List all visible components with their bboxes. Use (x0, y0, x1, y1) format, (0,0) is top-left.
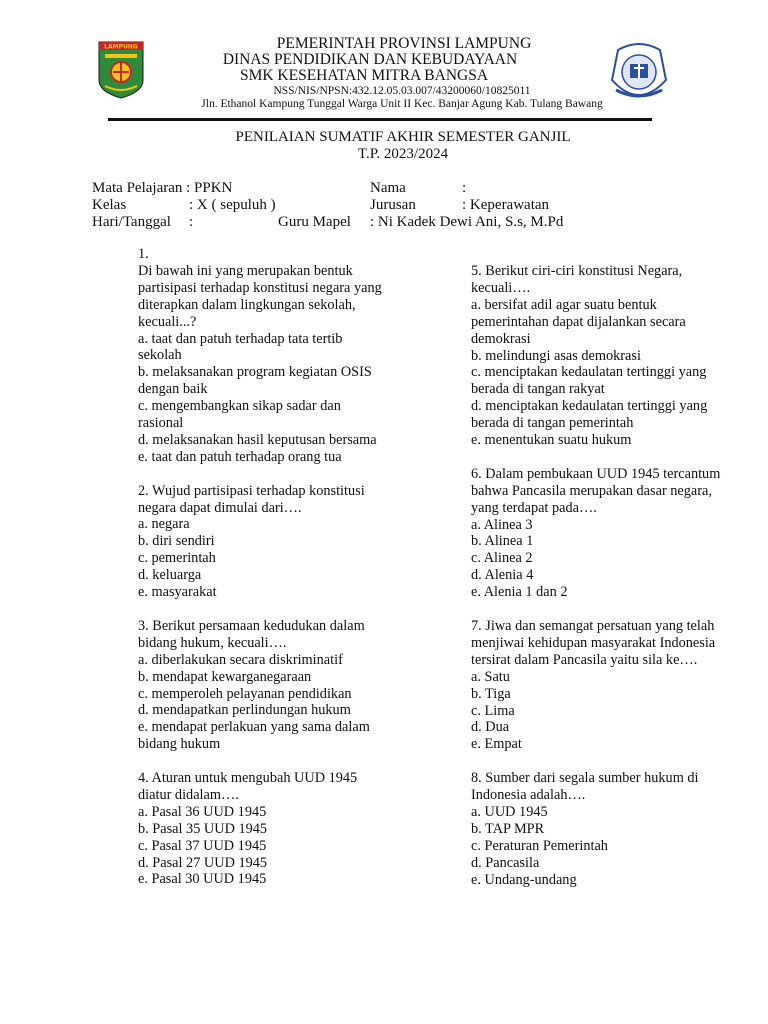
question-6-option-d: d. Alenia 4 (471, 567, 534, 584)
question-5-option-d: d. menciptakan kedaulatan tertinggi yang berada di tangan pemerintah (471, 398, 708, 432)
question-1-option-c: c. mengembangkan sikap sadar dan rasional (138, 398, 341, 432)
question-5-option-c: c. menciptakan kedaulatan tertinggi yang berada di tangan rakyat (471, 364, 707, 398)
header-department: DINAS PENDIDIKAN DAN KEBUDAYAAN (222, 51, 518, 68)
question-5-option-e: e. menentukan suatu hukum (471, 432, 632, 449)
question-5 (471, 263, 721, 449)
question-8 (471, 770, 721, 888)
question-8-option-b: b. TAP MPR (471, 820, 545, 837)
class-label: Kelas (92, 197, 127, 213)
header-address: Jln. Ethanol Kampung Tunggal Warga Unit II Kec. Banjar Agung Kab. Tulang Bawang (201, 98, 603, 110)
question-1-stem: Di bawah ini yang merupakan bentuk partisipasi terhadap konstitusi negara yang diterapkan dalam lingkungan sekolah, kecuali...? (138, 262, 382, 330)
lampung-logo-text: LAMPUNG (104, 43, 138, 51)
question-2-option-d: d. keluarga (138, 567, 202, 584)
question-2 (138, 483, 388, 601)
question-6-stem: 6. Dalam pembukaan UUD 1945 tercantum bahwa Pancasila merupakan dasar negara, yang terdapat pada…. (471, 465, 721, 516)
question-7-option-b: b. Tiga (471, 685, 511, 702)
question-7-option-e: e. Empat (471, 736, 522, 753)
exam-title: PENILAIAN SUMATIF AKHIR SEMESTER GANJIL (235, 129, 571, 145)
question-8-option-d: d. Pancasila (471, 854, 540, 871)
question-5-option-b: b. melindungi asas demokrasi (471, 347, 641, 364)
question-4-option-c: c. Pasal 37 UUD 1945 (138, 837, 267, 854)
questions-right-column (471, 263, 721, 905)
question-7-option-c: c. Lima (471, 702, 515, 719)
question-1-option-e: e. taat dan patuh terhadap orang tua (138, 448, 342, 465)
question-1-number: 1. (138, 246, 149, 262)
question-4-stem: 4. Aturan untuk mengubah UUD 1945 diatur didalam…. (138, 770, 358, 803)
question-8-option-a: a. UUD 1945 (471, 803, 548, 820)
name-value: : (462, 180, 467, 196)
question-2-stem: 2. Wujud partisipasi terhadap konstitusi negara dapat dimulai dari…. (138, 482, 365, 516)
question-5-stem: 5. Berikut ciri-ciri konstitusi Negara, kecuali…. (471, 263, 683, 296)
question-8-stem: 8. Sumber dari segala sumber hukum di Indonesia adalah…. (471, 770, 699, 804)
class-value: : X ( sepuluh ) (189, 197, 276, 213)
header-government: PEMERINTAH PROVINSI LAMPUNG (276, 35, 532, 52)
question-7-stem: 7. Jiwa dan semangat persatuan yang telah menjiwai kehidupan masyarakat Indonesia tersirat dalam Pancasila yaitu sila ke…. (471, 618, 716, 668)
question-3-stem: 3. Berikut persamaan kedudukan dalam bidang hukum, kecuali…. (138, 617, 365, 651)
question-6-option-c: c. Alinea 2 (471, 550, 533, 567)
question-3-option-c: c. memperoleh pelayanan pendidikan (138, 685, 352, 702)
exam-year: T.P. 2023/2024 (357, 146, 449, 162)
major-label: Jurusan (370, 197, 416, 213)
question-4-option-e: e. Pasal 30 UUD 1945 (138, 871, 267, 888)
question-4-option-d: d. Pasal 27 UUD 1945 (138, 854, 268, 871)
questions-left-column (138, 246, 388, 905)
question-4 (138, 770, 388, 888)
header-divider (108, 118, 652, 121)
question-3 (138, 618, 388, 753)
header-school-ids: NSS/NIS/NPSN:432.12.05.03.007/43200060/10825011 (273, 85, 531, 97)
question-4-option-b: b. Pasal 35 UUD 1945 (138, 820, 268, 837)
question-2-option-a: a. negara (138, 516, 190, 533)
question-6-option-e: e. Alenia 1 dan 2 (471, 584, 568, 601)
header-school-name: SMK KESEHATAN MITRA BANGSA (239, 67, 489, 84)
question-1-option-b: b. melaksanakan program kegiatan OSIS dengan baik (138, 364, 372, 398)
question-5-option-a: a. bersifat adil agar suatu bentuk pemerintahan dapat dijalankan secara demokrasi (471, 296, 686, 347)
question-6 (471, 466, 721, 601)
question-1 (138, 246, 388, 466)
question-8-option-e: e. Undang-undang (471, 871, 577, 888)
date-value: : (189, 214, 194, 230)
question-7-option-a: a. Satu (471, 668, 510, 685)
question-8-option-c: c. Peraturan Pemerintah (471, 837, 608, 854)
question-3-option-b: b. mendapat kewarganegaraan (138, 668, 312, 685)
question-6-option-a: a. Alinea 3 (471, 516, 533, 533)
question-2-option-c: c. pemerintah (138, 550, 216, 567)
question-2-option-b: b. diri sendiri (138, 533, 215, 550)
question-3-option-a: a. diberlakukan secara diskriminatif (138, 651, 343, 668)
name-label: Nama (370, 180, 406, 196)
question-3-option-e: e. mendapat perlakuan yang sama dalam bidang hukum (138, 719, 370, 753)
major-value: : Keperawatan (462, 197, 550, 213)
question-4-option-a: a. Pasal 36 UUD 1945 (138, 803, 267, 820)
question-6-option-b: b. Alinea 1 (471, 533, 534, 550)
subject-field: Mata Pelajaran : PPKN (92, 180, 233, 196)
date-label: Hari/Tanggal (92, 214, 171, 230)
teacher-value: : Ni Kadek Dewi Ani, S.s, M.Pd (370, 214, 564, 230)
question-1-option-a: a. taat dan patuh terhadap tata tertib sekolah (138, 330, 343, 364)
question-7-option-d: d. Dua (471, 719, 510, 736)
question-1-option-d: d. melaksanakan hasil keputusan bersama (138, 431, 377, 448)
question-2-option-e: e. masyarakat (138, 584, 217, 601)
question-3-option-d: d. mendapatkan perlindungan hukum (138, 702, 351, 719)
teacher-label: Guru Mapel (278, 214, 351, 230)
question-7 (471, 618, 721, 753)
